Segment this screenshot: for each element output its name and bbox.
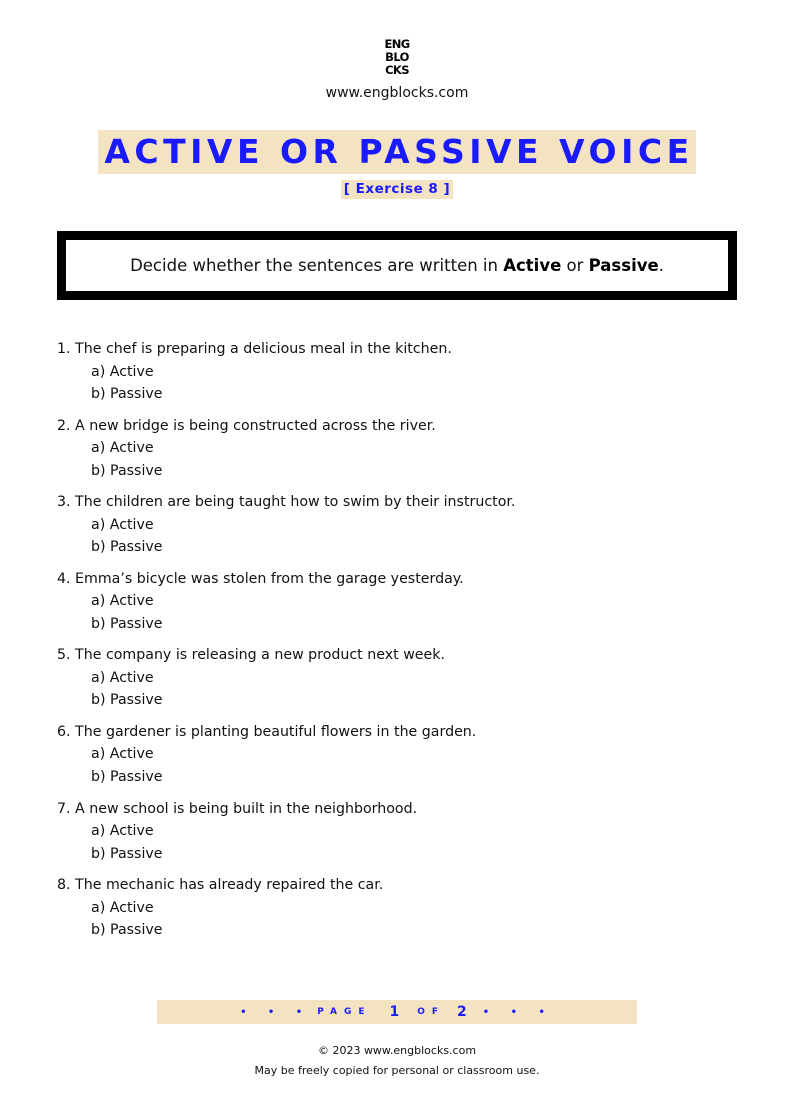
question-5 [57, 644, 737, 721]
question-1 [57, 338, 737, 415]
option-passive[interactable]: b) Passive [91, 845, 163, 862]
exercise-label: [ Exercise 8 ] [341, 180, 453, 199]
option-active[interactable]: a) Active [91, 363, 154, 380]
question-stem: 5. The company is releasing a new product next week. [57, 647, 445, 664]
option-passive[interactable]: b) Passive [91, 692, 163, 709]
option-passive[interactable]: b) Passive [91, 386, 163, 402]
question-8 [57, 874, 737, 951]
license-text: May be freely copied for personal or classroom use. [254, 1064, 540, 1077]
logo-line-3: CKS [385, 63, 409, 77]
option-active[interactable]: a) Active [91, 593, 154, 610]
option-passive[interactable]: b) Passive [91, 768, 163, 785]
instruction-box [57, 231, 737, 300]
option-active[interactable]: a) Active [91, 440, 154, 457]
question-7 [57, 798, 737, 875]
copyright-text: © 2023 www.engblocks.com [317, 1044, 477, 1057]
option-passive[interactable]: b) Passive [91, 615, 163, 632]
option-active[interactable]: a) Active [91, 823, 154, 840]
question-stem: 2. A new bridge is being constructed across the river. [57, 417, 436, 434]
logo-line-1: ENG [384, 37, 410, 51]
question-3 [57, 491, 737, 568]
instruction-bold-passive: Passive [588, 256, 659, 275]
engblocks-logo [381, 38, 413, 77]
question-stem: 6. The gardener is planting beautiful flowers in the garden. [57, 723, 477, 740]
option-passive[interactable]: b) Passive [91, 462, 163, 479]
pager-total: 2 [457, 1004, 467, 1020]
question-6 [57, 721, 737, 798]
option-active[interactable]: a) Active [91, 746, 154, 763]
pager-label: PAGE [317, 1007, 372, 1017]
option-active[interactable]: a) Active [91, 669, 154, 686]
option-active[interactable]: a) Active [91, 516, 154, 533]
option-active[interactable]: a) Active [91, 899, 154, 916]
question-list [57, 338, 737, 951]
instruction-text: Decide whether the sentences are written in Active or Passive. [130, 256, 664, 275]
question-stem: 7. A new school is being built in the neighborhood. [57, 800, 418, 817]
question-stem: 8. The mechanic has already repaired the car. [57, 877, 384, 894]
option-passive[interactable]: b) Passive [91, 922, 163, 939]
option-passive[interactable]: b) Passive [91, 539, 163, 556]
pager-of: OF [417, 1007, 446, 1017]
pager-dots-left: • • • [240, 1006, 312, 1018]
site-url[interactable]: www.engblocks.com [325, 85, 469, 101]
pager-current: 1 [389, 1004, 400, 1020]
pager-dots-right: • • • [482, 1006, 554, 1018]
page-indicator [157, 1000, 637, 1024]
question-stem: 3. The children are being taught how to swim by their instructor. [57, 494, 516, 511]
question-4 [57, 568, 737, 645]
question-stem: 4. Emma’s bicycle was stolen from the garage yesterday. [57, 570, 464, 587]
page-title: ACTIVE OR PASSIVE VOICE [98, 130, 695, 174]
question-stem: 1. The chef is preparing a delicious meal in the kitchen. [57, 341, 452, 357]
instruction-bold-active: Active [503, 256, 562, 275]
logo-line-2: BLO [385, 50, 409, 64]
question-2 [57, 415, 737, 492]
